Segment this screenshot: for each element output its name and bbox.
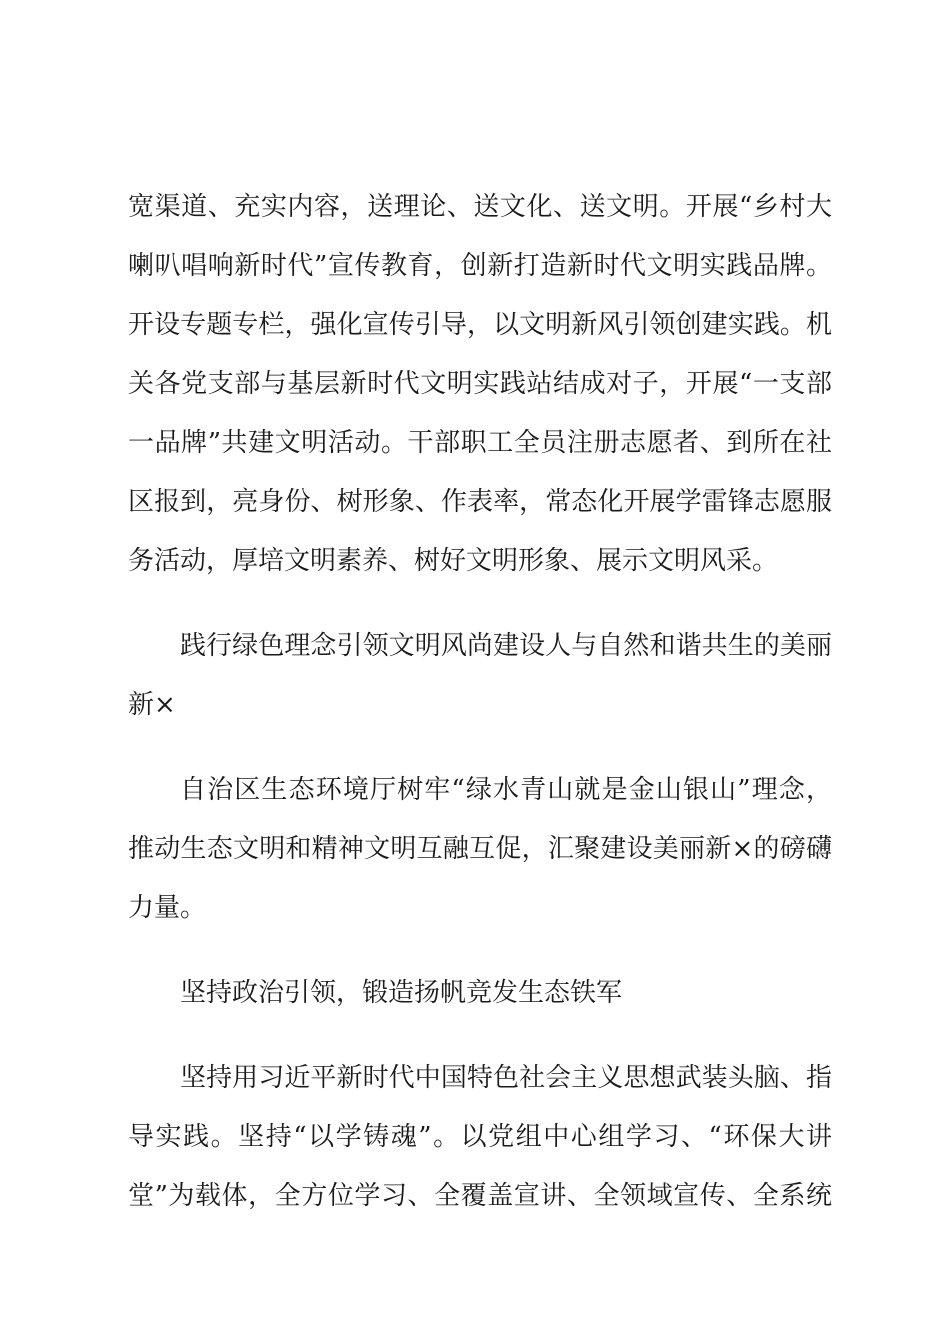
paragraph-line: 关各党支部与基层新时代文明实践站结成对子，开展“一支部 [128, 369, 832, 399]
paragraph-ecology-department [128, 761, 832, 938]
paragraph-line: 一品牌”共建文明活动。干部职工全员注册志愿者、到所在社 [128, 428, 832, 458]
paragraph-line: 堂”为载体，全方位学习、全覆盖宣讲、全领域宣传、全系统 [128, 1181, 832, 1211]
paragraph-line: 宽渠道、充实内容，送理论、送文化、送文明。开展“乡村大 [128, 192, 832, 222]
paragraph-line: 推动生态文明和精神文明互融互促，汇聚建设美丽新×的磅礴 [128, 834, 832, 864]
heading-line: 践行绿色理念引领文明风尚建设人与自然和谐共生的美丽 [180, 631, 832, 661]
paragraph-line: 开设专题专栏，强化宣传引导，以文明新风引领创建实践。机 [128, 310, 832, 340]
paragraph-line: 导实践。坚持“以学铸魂”。以党组中心组学习、“环保大讲 [128, 1122, 832, 1152]
paragraph-line: 区报到，亮身份、树形象、作表率，常态化开展学雷锋志愿服 [128, 487, 832, 517]
paragraph-spacer [128, 938, 832, 964]
paragraph-line: 自治区生态环境厅树牢“绿水青山就是金山银山”理念， [180, 775, 832, 805]
document-body [128, 178, 832, 1226]
paragraph-line: 喇叭唱响新时代”宣传教育，创新打造新时代文明实践品牌。 [128, 251, 832, 281]
paragraph-line: 力量。 [128, 893, 207, 923]
paragraph-study-thought [128, 1049, 832, 1226]
paragraph-spacer [128, 591, 832, 617]
paragraph-1 [128, 178, 832, 591]
paragraph-line: 务活动，厚培文明素养、树好文明形象、展示文明风采。 [128, 546, 779, 576]
heading-line: 新× [128, 690, 176, 720]
paragraph-line: 坚持用习近平新时代中国特色社会主义思想武装头脑、指 [180, 1063, 832, 1093]
heading-line: 坚持政治引领，锻造扬帆竞发生态铁军 [180, 978, 623, 1008]
section-heading-green-concept [128, 617, 832, 735]
section-heading-political-guidance [128, 964, 832, 1023]
paragraph-spacer [128, 1023, 832, 1049]
paragraph-spacer [128, 735, 832, 761]
